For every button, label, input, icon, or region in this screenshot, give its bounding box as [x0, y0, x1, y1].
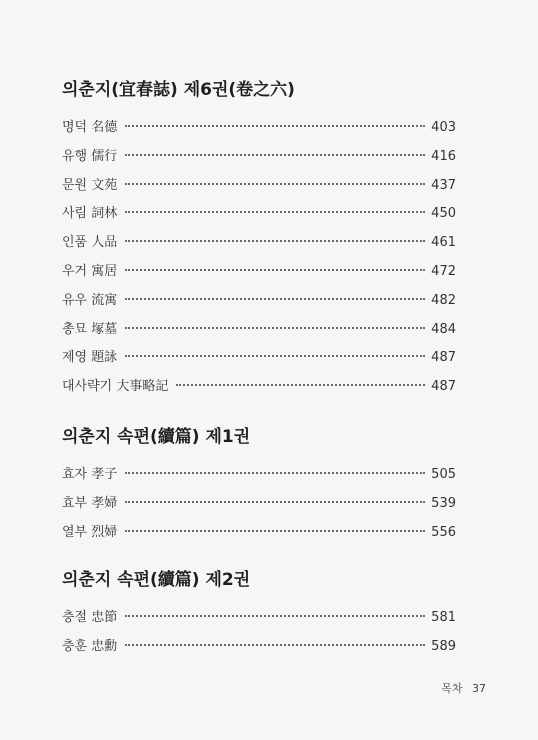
entry-page-number: 484 [431, 321, 456, 337]
toc-entry[interactable] [62, 316, 456, 345]
entry-label: 대사략기 大事略記 [62, 379, 169, 395]
dot-leader [125, 644, 425, 646]
dot-leader [125, 125, 425, 127]
entry-label: 충절 忠節 [62, 610, 118, 625]
entry-label: 사림 詞林 [62, 206, 118, 222]
footer-label: 목차 [441, 682, 463, 695]
toc-entry[interactable] [62, 490, 456, 519]
dot-leader [125, 472, 425, 474]
entry-label: 효부 孝婦 [62, 495, 118, 511]
entry-page-number: 482 [431, 292, 456, 308]
dot-leader [125, 154, 425, 156]
toc-entry[interactable] [62, 633, 456, 662]
entry-page-number: 416 [431, 148, 456, 164]
toc-entry[interactable] [62, 114, 456, 143]
toc-entry[interactable] [62, 143, 456, 172]
entry-page-number: 487 [431, 379, 456, 395]
page-number: 37 [472, 682, 486, 695]
entry-page-number: 539 [431, 495, 456, 511]
entry-page-number: 437 [431, 177, 456, 193]
section-title: 의춘지(宜春誌) 제6권(卷之六) [62, 80, 295, 100]
dot-leader [125, 355, 425, 357]
toc-entry[interactable] [62, 229, 456, 258]
entry-label: 인품 人品 [62, 235, 118, 251]
dot-leader [125, 530, 425, 532]
entry-label: 유행 儒行 [62, 148, 118, 164]
toc-entry-list [62, 461, 456, 547]
entry-page-number: 589 [431, 638, 456, 654]
entry-page-number: 487 [431, 350, 456, 366]
toc-section-3 [62, 566, 456, 662]
toc-entry[interactable] [62, 519, 456, 548]
toc-entry[interactable] [62, 287, 456, 316]
entry-page-number: 450 [431, 206, 456, 222]
toc-entry[interactable] [62, 461, 456, 490]
toc-entry[interactable] [62, 258, 456, 287]
toc-entry[interactable] [62, 373, 456, 402]
entry-label: 명덕 名德 [62, 120, 118, 135]
toc-entry-list [62, 604, 456, 662]
toc-entry[interactable] [62, 200, 456, 229]
section-title: 의춘지 속편(續篇) 제2권 [62, 570, 251, 590]
entry-page-number: 556 [431, 524, 456, 540]
entry-label: 문원 文苑 [62, 177, 118, 193]
toc-section-1 [62, 76, 456, 402]
dot-leader [125, 240, 425, 242]
dot-leader [125, 211, 425, 213]
toc-entry-list [62, 114, 456, 402]
entry-label: 총묘 塚墓 [62, 321, 118, 337]
entry-label: 충훈 忠勳 [62, 638, 118, 654]
toc-entry[interactable] [62, 344, 456, 373]
entry-label: 우거 寓居 [62, 263, 118, 279]
toc-section-2 [62, 423, 456, 547]
entry-page-number: 581 [431, 610, 456, 625]
dot-leader [125, 501, 425, 503]
dot-leader [125, 615, 425, 617]
dot-leader [125, 269, 425, 271]
entry-page-number: 403 [431, 120, 456, 135]
entry-label: 유우 流寓 [62, 292, 118, 308]
dot-leader [125, 183, 425, 185]
dot-leader [125, 327, 425, 329]
section-title: 의춘지 속편(續篇) 제1권 [62, 427, 251, 447]
entry-page-number: 472 [431, 263, 456, 279]
entry-label: 열부 烈婦 [62, 524, 118, 540]
entry-page-number: 461 [431, 235, 456, 251]
toc-entry[interactable] [62, 172, 456, 201]
entry-label: 효자 孝子 [62, 467, 118, 482]
toc-entry[interactable] [62, 604, 456, 633]
page-footer [441, 680, 486, 696]
dot-leader [176, 384, 425, 386]
entry-page-number: 505 [431, 467, 456, 482]
entry-label: 제영 題詠 [62, 350, 118, 366]
dot-leader [125, 298, 425, 300]
